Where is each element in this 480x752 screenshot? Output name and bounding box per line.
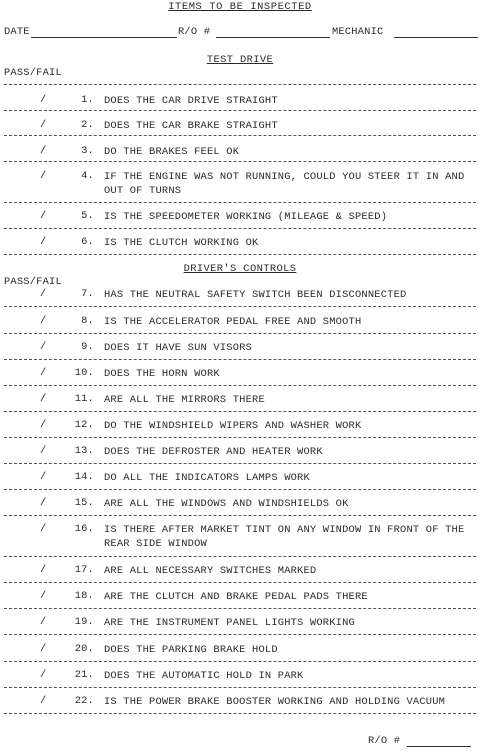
item-number: 3. (81, 145, 94, 157)
divider (4, 661, 476, 662)
item-number: 1. (81, 94, 94, 106)
divider (4, 254, 476, 255)
pass-fail-mark[interactable]: / (40, 669, 47, 681)
item-text: ARE ALL NECESSARY SWITCHES MARKED (104, 565, 317, 577)
divider (4, 634, 476, 635)
item-text: DOES IT HAVE SUN VISORS (104, 342, 253, 354)
item-text: DO THE WINDSHIELD WIPERS AND WASHER WORK (104, 420, 362, 432)
item-text: ARE ALL THE MIRRORS THERE (104, 394, 265, 406)
divider (4, 228, 476, 229)
pass-fail-mark[interactable]: / (40, 643, 47, 655)
pass-fail-header: PASS/FAIL (4, 276, 62, 288)
item-text: DO THE BRAKES FEEL OK (104, 146, 240, 158)
item-number: 11. (74, 393, 94, 405)
pass-fail-mark[interactable]: / (40, 393, 47, 405)
divider (4, 385, 476, 386)
item-number: 12. (74, 419, 94, 431)
date-label: DATE (4, 26, 30, 38)
item-number: 2. (81, 119, 94, 131)
item-number: 7. (81, 288, 94, 300)
divider (4, 161, 476, 162)
divider (4, 202, 476, 203)
item-text: DOES THE CAR DRIVE STRAIGHT (104, 95, 278, 107)
item-text: ARE THE CLUTCH AND BRAKE PEDAL PADS THERE (104, 591, 368, 603)
item-text: DOES THE DEFROSTER AND HEATER WORK (104, 446, 323, 458)
footer-ro (368, 735, 471, 747)
item-text: IS THERE AFTER MARKET TINT ON ANY WINDOW IN FRONT OF THE REAR SIDE WINDOW (104, 524, 465, 550)
item-number: 15. (74, 497, 94, 509)
item-number: 8. (81, 315, 94, 327)
item-text: IS THE SPEEDOMETER WORKING (MILEAGE & SPEED) (104, 211, 388, 223)
item-text: IS THE ACCELERATOR PEDAL FREE AND SMOOTH (104, 316, 362, 328)
item-number: 19. (74, 616, 94, 628)
pass-fail-mark[interactable]: / (40, 367, 47, 379)
item-text: IS THE POWER BRAKE BOOSTER WORKING AND HOLDING VACUUM (104, 696, 446, 708)
pass-fail-mark[interactable]: / (40, 523, 47, 535)
item-number: 20. (74, 643, 94, 655)
item-number: 21. (74, 669, 94, 681)
drivers-controls-title: DRIVER'S CONTROLS (183, 263, 297, 275)
item-text: DOES THE CAR BRAKE STRAIGHT (104, 120, 278, 132)
item-text: ARE ALL THE WINDOWS AND WINDSHIELDS OK (104, 498, 349, 510)
divider (4, 411, 476, 412)
pass-fail-mark[interactable]: / (40, 471, 47, 483)
pass-fail-mark[interactable]: / (40, 695, 47, 707)
divider (4, 556, 476, 557)
item-number: 14. (74, 471, 94, 483)
pass-fail-mark[interactable]: / (40, 170, 47, 182)
item-text: DOES THE AUTOMATIC HOLD IN PARK (104, 670, 304, 682)
item-text: HAS THE NEUTRAL SAFETY SWITCH BEEN DISCONNECTED (104, 289, 407, 301)
item-number: 18. (74, 590, 94, 602)
divider (4, 713, 476, 714)
item-text: IS THE CLUTCH WORKING OK (104, 237, 259, 249)
pass-fail-mark[interactable]: / (40, 445, 47, 457)
footer-ro-label: R/O # (368, 735, 401, 747)
item-text: DO ALL THE INDICATORS LAMPS WORK (104, 472, 310, 484)
divider (4, 333, 476, 334)
item-number: 9. (81, 341, 94, 353)
mechanic-label: MECHANIC (332, 26, 384, 38)
item-number: 17. (74, 564, 94, 576)
item-text: IF THE ENGINE WAS NOT RUNNING, COULD YOU STEER IT IN AND OUT OF TURNS (104, 171, 465, 197)
item-number: 5. (81, 210, 94, 222)
divider (4, 437, 476, 438)
divider (4, 135, 476, 136)
divider (4, 489, 476, 490)
item-number: 13. (74, 445, 94, 457)
divider (4, 110, 476, 111)
pass-fail-mark[interactable]: / (40, 616, 47, 628)
pass-fail-mark[interactable]: / (40, 341, 47, 353)
divider (4, 306, 476, 307)
pass-fail-mark[interactable]: / (40, 419, 47, 431)
pass-fail-mark[interactable]: / (40, 497, 47, 509)
pass-fail-mark[interactable]: / (40, 236, 47, 248)
pass-fail-mark[interactable]: / (40, 315, 47, 327)
ro-label: R/O # (178, 26, 211, 38)
divider (4, 359, 476, 360)
footer-ro-field[interactable] (407, 735, 471, 747)
pass-fail-mark[interactable]: / (40, 210, 47, 222)
item-text: ARE THE INSTRUMENT PANEL LIGHTS WORKING (104, 617, 355, 629)
form-title: ITEMS TO BE INSPECTED (168, 1, 312, 13)
pass-fail-mark[interactable]: / (40, 564, 47, 576)
item-number: 4. (81, 170, 94, 182)
item-number: 10. (74, 367, 94, 379)
form-header (4, 26, 478, 40)
pass-fail-mark[interactable]: / (40, 145, 47, 157)
item-text: DOES THE HORN WORK (104, 368, 220, 380)
pass-fail-header: PASS/FAIL (4, 67, 62, 79)
divider (4, 515, 476, 516)
item-number: 22. (74, 695, 94, 707)
divider (4, 608, 476, 609)
item-number: 16. (74, 523, 94, 535)
item-text: DOES THE PARKING BRAKE HOLD (104, 644, 278, 656)
divider (4, 463, 476, 464)
divider (4, 582, 476, 583)
item-number: 6. (81, 236, 94, 248)
pass-fail-mark[interactable]: / (40, 288, 47, 300)
test-drive-title: TEST DRIVE (206, 54, 274, 66)
divider (4, 687, 476, 688)
pass-fail-mark[interactable]: / (40, 590, 47, 602)
divider (4, 84, 476, 85)
pass-fail-mark[interactable]: / (40, 119, 47, 131)
pass-fail-mark[interactable]: / (40, 94, 47, 106)
